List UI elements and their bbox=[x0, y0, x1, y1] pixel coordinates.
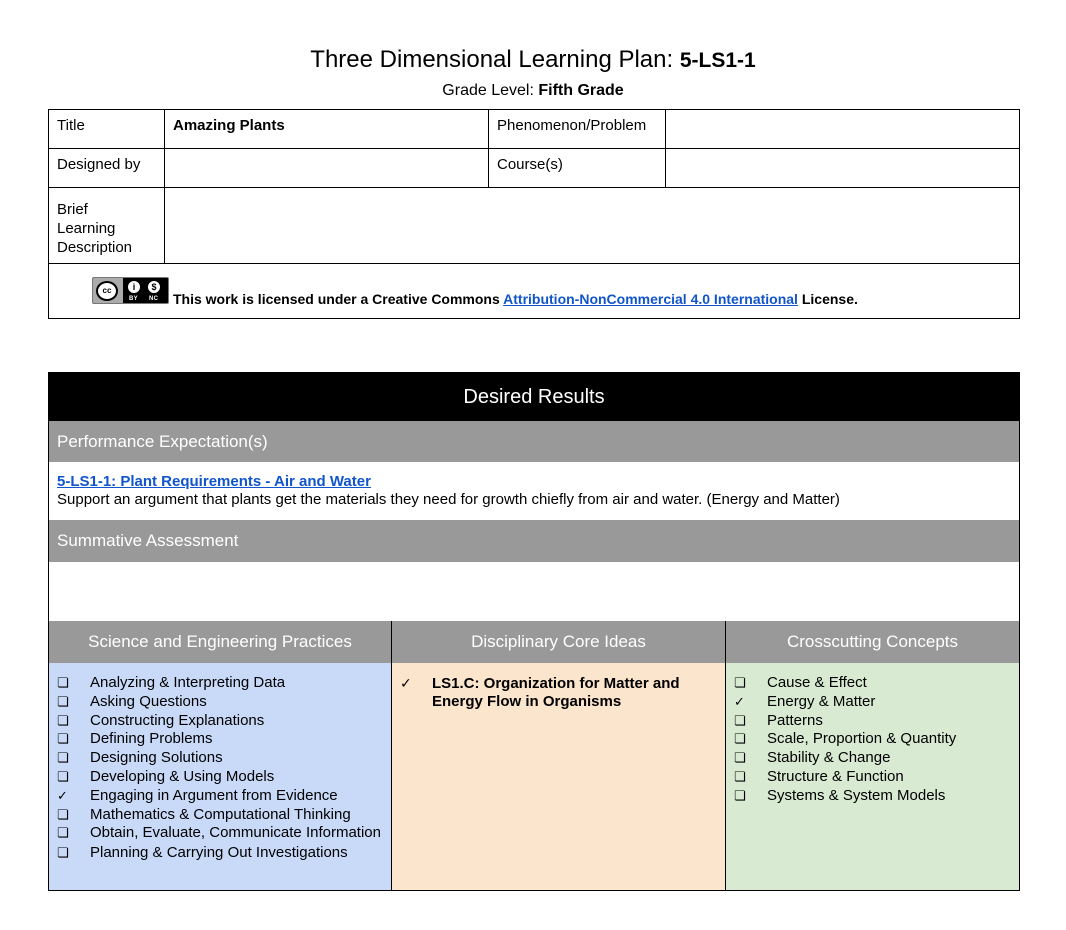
summative-assessment-box[interactable] bbox=[48, 562, 1020, 622]
sep-item-label: Planning & Carrying Out Investigations bbox=[90, 844, 348, 862]
grade-value: Fifth Grade bbox=[538, 82, 624, 99]
checkbox-icon[interactable]: ❏ bbox=[57, 750, 69, 766]
sep-item-label: Asking Questions bbox=[90, 692, 207, 710]
phenomenon-label-cell bbox=[488, 109, 666, 149]
dci-column-header bbox=[391, 621, 726, 664]
description-label: Brief Learning Description bbox=[57, 201, 133, 256]
sep-item bbox=[49, 693, 391, 712]
grade-level bbox=[0, 81, 1066, 101]
badge-by-label: BY bbox=[129, 296, 138, 302]
sep-item bbox=[49, 749, 391, 768]
performance-expectation-box bbox=[48, 462, 1020, 521]
phenomenon-label: Phenomenon/Problem bbox=[497, 117, 647, 134]
cc-item bbox=[726, 730, 1019, 749]
cc-item bbox=[726, 693, 1019, 712]
checkbox-icon[interactable]: ❏ bbox=[57, 675, 69, 690]
cc-license-badge[interactable] bbox=[92, 277, 169, 304]
checkbox-icon[interactable]: ❏ bbox=[734, 675, 746, 690]
courses-label-cell bbox=[488, 148, 666, 188]
pe-heading: Performance Expectation(s) bbox=[57, 432, 268, 451]
sep-item bbox=[49, 712, 391, 731]
dci-item: LS1.C: Organization for Matter and Energy Flow in Organisms bbox=[432, 675, 680, 710]
performance-expectations-header bbox=[48, 421, 1020, 463]
title-label: Title bbox=[57, 117, 85, 134]
sep-item-label: Mathematics & Computational Thinking bbox=[90, 805, 351, 823]
sep-item-label: Developing & Using Models bbox=[90, 767, 275, 785]
cc-item bbox=[726, 674, 1019, 693]
pe-description: Support an argument that plants get the materials they need for growth chiefly from air and water. (Energy and Matter) bbox=[57, 491, 840, 508]
sep-heading: Science and Engineering Practices bbox=[88, 632, 352, 651]
checkbox-icon[interactable]: ❏ bbox=[734, 768, 746, 784]
sep-item bbox=[49, 787, 391, 806]
title-value: Amazing Plants bbox=[173, 117, 285, 134]
cc-item bbox=[726, 787, 1019, 806]
cc-column bbox=[725, 663, 1020, 891]
designed-by-label: Designed by bbox=[57, 156, 141, 173]
sep-column bbox=[48, 663, 392, 891]
dci-heading: Disciplinary Core Ideas bbox=[471, 632, 646, 651]
checkbox-icon[interactable]: ❏ bbox=[57, 845, 69, 861]
license-row bbox=[48, 263, 1020, 319]
courses-label: Course(s) bbox=[497, 156, 563, 173]
sep-list bbox=[49, 663, 391, 863]
checkbox-icon[interactable]: ❏ bbox=[734, 787, 746, 803]
title-value-cell[interactable] bbox=[164, 109, 489, 149]
sep-item bbox=[49, 844, 391, 863]
description-value-cell[interactable] bbox=[164, 187, 1020, 264]
checkbox-icon[interactable]: ❏ bbox=[57, 731, 69, 747]
checkbox-icon[interactable]: ❏ bbox=[57, 806, 69, 822]
cc-item bbox=[726, 749, 1019, 768]
sep-item-label: Defining Problems bbox=[90, 730, 213, 748]
sep-item-label: Designing Solutions bbox=[90, 749, 223, 767]
courses-value-cell[interactable] bbox=[665, 148, 1020, 188]
cc-item bbox=[726, 768, 1019, 787]
sep-item bbox=[49, 674, 391, 693]
license-text-after: License. bbox=[797, 291, 858, 307]
cc-item-label: Patterns bbox=[767, 711, 823, 729]
sep-column-header bbox=[48, 621, 392, 664]
cc-list bbox=[726, 663, 1019, 806]
checkbox-icon[interactable]: ❏ bbox=[57, 825, 69, 841]
title-prefix: Three Dimensional Learning Plan: bbox=[310, 46, 680, 73]
cc-item-label: Structure & Function bbox=[767, 767, 904, 785]
checkbox-icon[interactable]: ❏ bbox=[734, 750, 746, 766]
cc-item-label: Cause & Effect bbox=[767, 674, 867, 691]
cc-item-label: Stability & Change bbox=[767, 749, 891, 767]
designed-by-value-cell[interactable] bbox=[164, 148, 489, 188]
sep-item-label: Engaging in Argument from Evidence bbox=[90, 786, 338, 804]
cc-icon: cc bbox=[96, 281, 118, 301]
license-text bbox=[173, 291, 858, 307]
summative-heading: Summative Assessment bbox=[57, 531, 239, 550]
by-person-icon: i bbox=[126, 279, 142, 295]
page-title bbox=[0, 44, 1066, 77]
sep-item bbox=[49, 730, 391, 749]
checkbox-icon[interactable]: ❏ bbox=[57, 693, 69, 709]
sep-item bbox=[49, 824, 391, 843]
phenomenon-value-cell[interactable] bbox=[665, 109, 1020, 149]
cc-heading: Crosscutting Concepts bbox=[786, 632, 959, 651]
sep-item-label: Constructing Explanations bbox=[90, 711, 265, 729]
title-label-cell bbox=[48, 109, 165, 149]
checkbox-icon[interactable]: ❏ bbox=[57, 768, 69, 784]
summative-assessment-header bbox=[48, 520, 1020, 563]
sep-item-label: Obtain, Evaluate, Communicate Information bbox=[90, 824, 381, 842]
license-text-before: This work is licensed under a Creative Commons bbox=[173, 291, 504, 307]
checkbox-icon[interactable]: ❏ bbox=[734, 712, 746, 728]
license-link[interactable]: Attribution-NonCommercial 4.0 International bbox=[503, 291, 798, 307]
cc-item-label: Scale, Proportion & Quantity bbox=[767, 730, 957, 748]
badge-nc-label: NC bbox=[149, 296, 159, 302]
title-code: 5-LS1-1 bbox=[679, 49, 756, 72]
designed-by-label-cell bbox=[48, 148, 165, 188]
sep-item bbox=[49, 806, 391, 825]
grade-label: Grade Level: bbox=[442, 82, 539, 99]
checkmark-icon[interactable]: ✓ bbox=[734, 693, 745, 709]
desired-results-title: Desired Results bbox=[463, 386, 605, 408]
pe-standard-link[interactable]: 5-LS1-1: Plant Requirements - Air and Water bbox=[57, 473, 371, 490]
cc-item-label: Energy & Matter bbox=[767, 692, 876, 710]
dci-check-icon[interactable]: ✓ bbox=[400, 675, 412, 691]
description-label-cell bbox=[48, 187, 165, 264]
noncommercial-icon: $ bbox=[146, 279, 162, 295]
desired-results-header bbox=[48, 372, 1020, 421]
cc-item-label: Systems & System Models bbox=[767, 786, 946, 804]
checkbox-icon[interactable]: ❏ bbox=[57, 712, 69, 728]
sep-item bbox=[49, 768, 391, 787]
sep-item-label: Analyzing & Interpreting Data bbox=[90, 674, 286, 691]
dci-column bbox=[391, 663, 726, 891]
checkmark-icon[interactable]: ✓ bbox=[57, 787, 68, 803]
cc-column-header bbox=[725, 621, 1020, 664]
cc-item bbox=[726, 712, 1019, 731]
checkbox-icon[interactable]: ❏ bbox=[734, 731, 746, 747]
